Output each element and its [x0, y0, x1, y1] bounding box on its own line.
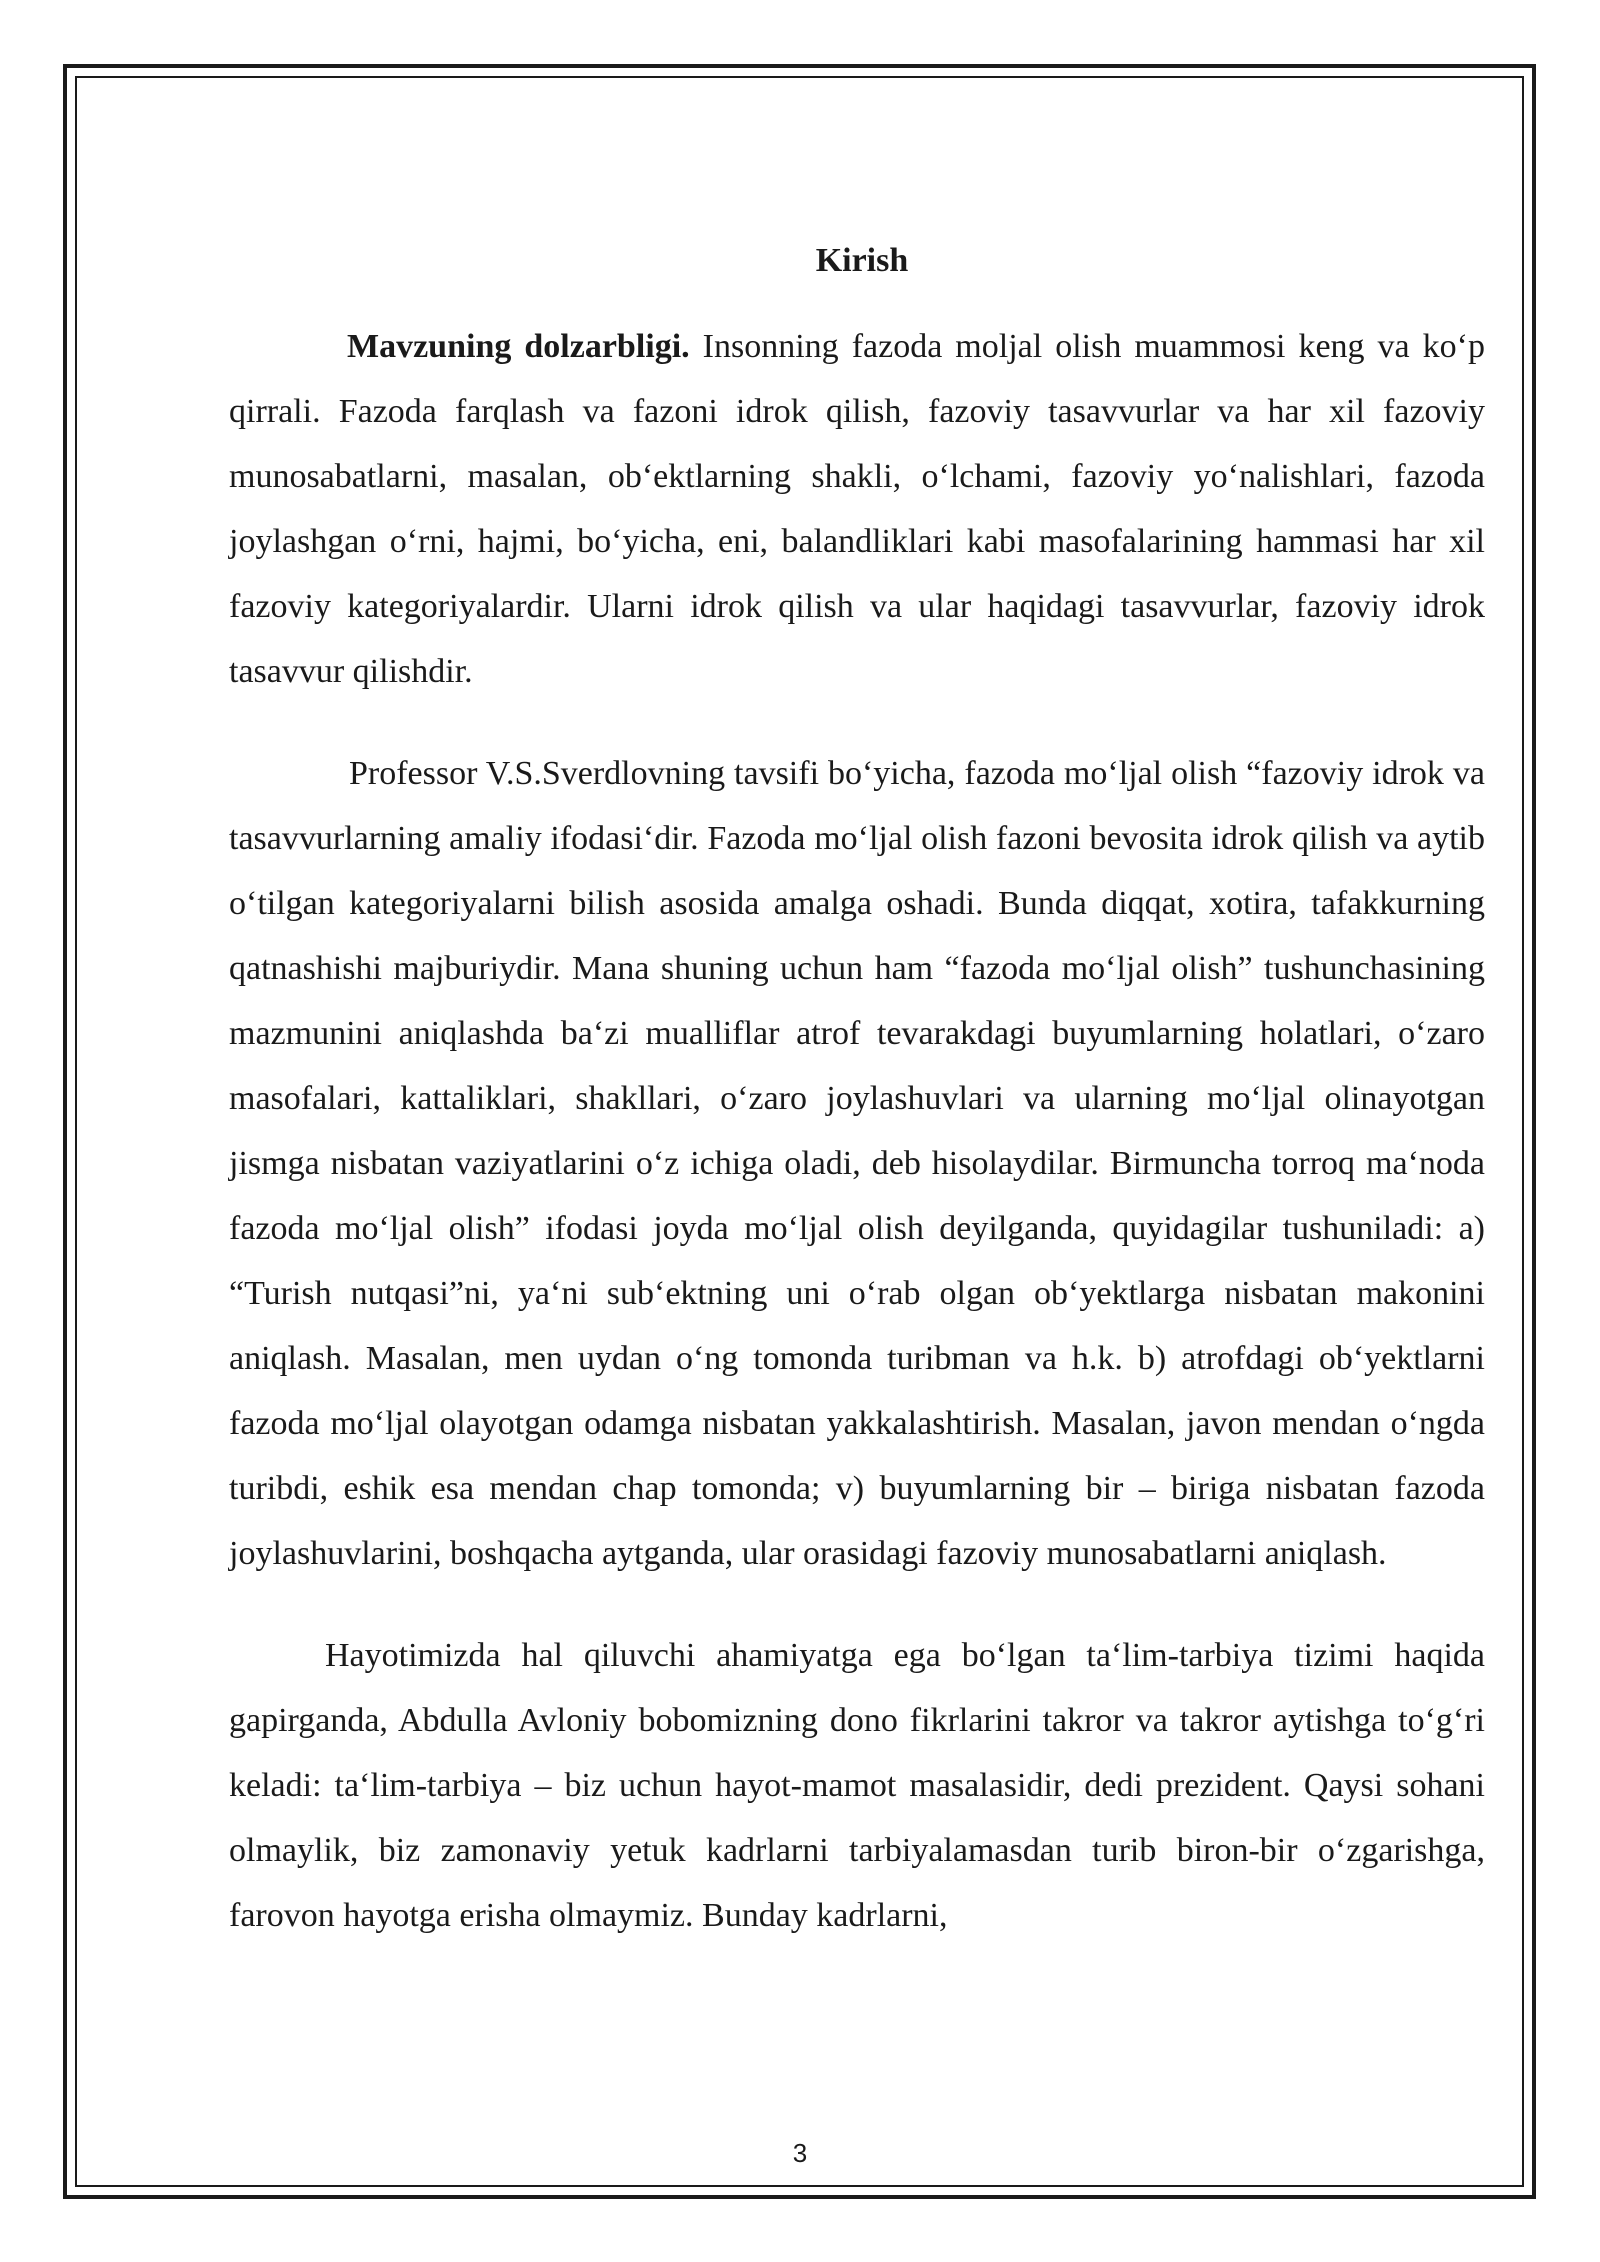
paragraph-text: Insonning fazoda moljal olish muammosi keng va ko‘p qirrali. Fazoda farqlash va fazoni idrok qilish, fazoviy tasavvurlar va har xil fazoviy munosabatlarni, masalan, ob‘ektlarning shakli, o‘lchami, fazoviy yo‘nalishlari, fazoda joylashgan o‘rni, hajmi, bo‘yicha, eni, balandliklari kabi masofalarining hammasi har xil fazoviy kategoriyalardir. Ularni idrok qilish va ular haqidagi tasavvurlar, fazoviy idrok tasavvur qilishdir. — [229, 328, 1485, 690]
paragraph-relevance — [229, 314, 1485, 704]
paragraph-sverdlov: Professor V.S.Sverdlovning tavsifi bo‘yicha, fazoda mo‘ljal olish “fazoviy idrok va tasavvurlarning amaliy ifodasi‘dir. Fazoda mo‘ljal olish fazoni bevosita idrok qilish va aytib o‘tilgan kategoriyalarni bilish asosida amalga oshadi. Bunda diqqat, xotira, tafakkurning qatnashishi majburiydir. Mana shuning uchun ham “fazoda mo‘ljal olish” tushunchasining mazmunini aniqlashda ba‘zi mualliflar atrof tevarakdagi buyumlarning holatlari, o‘zaro masofalari, kattaliklari, shakllari, o‘zaro joylashuvlari va ularning mo‘ljal olinayotgan jismga nisbatan vaziyatlarini o‘z ichiga oladi, deb hisolaydilar. Birmuncha torroq ma‘noda fazoda mo‘ljal olish” ifodasi joyda mo‘ljal olish deyilganda, quyidagilar tushuniladi: a) “Turish nutqasi”ni, ya‘ni sub‘ektning uni o‘rab olgan ob‘yektlarga nisbatan makonini aniqlash. Masalan, men uydan o‘ng tomonda turibman va h.k. b) atrofdagi ob‘yektlarni fazoda mo‘ljal olayotgan odamga nisbatan yakkalashtirish. Masalan, javon mendan o‘ngda turibdi, eshik esa mendan chap tomonda; v) buyumlarning bir – biriga nisbatan fazoda joylashuvlarini, boshqacha aytganda, ular orasidagi fazoviy munosabatlarni aniqlash. — [229, 755, 1485, 1572]
paragraph-lead: Mavzuning dolzarbligi. — [347, 328, 690, 365]
document-body — [229, 226, 1485, 1985]
page-number: 3 — [792, 2138, 808, 2168]
paragraph-education: Hayotimizda hal qiluvchi ahamiyatga ega bo‘lgan ta‘lim-tarbiya tizimi haqida gapirganda, Abdulla Avloniy bobomizning dono fikrlarini takror va takror aytishga to‘g‘ri keladi: ta‘lim-tarbiya – biz uchun hayot-mamot masalasidir, dedi prezident. Qaysi sohani olmaylik, biz zamonaviy yetuk kadrlarni tarbiyalamasdan turib biron-bir o‘zgarishga, farovon hayotga erisha olmaymiz. Bunday kadrlarni, — [229, 1637, 1485, 1934]
section-title: Kirish — [815, 242, 909, 279]
